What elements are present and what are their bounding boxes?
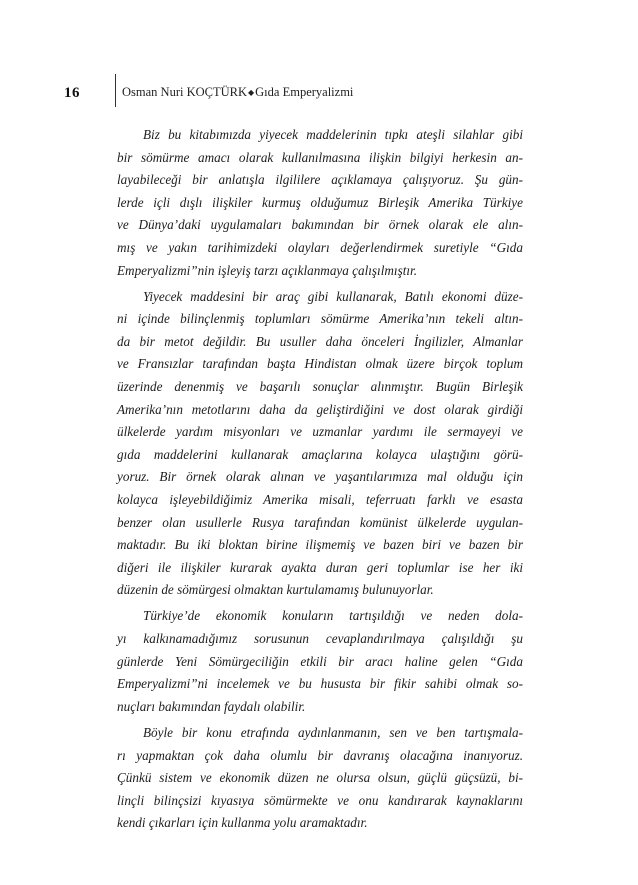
text-line: da bir metot değildir. Bu usuller daha önceleri İngilizler, Almanlar bbox=[117, 333, 523, 349]
text-line: düzenin de sömürgesi olmaktan kurtulamamış bulunuyorlar. bbox=[117, 582, 434, 598]
text-line: mış ve yakın tarihimizdeki olayları değerlendirmek suretiyle “Gıda bbox=[117, 239, 523, 255]
paragraph bbox=[117, 722, 523, 835]
text-line: diğeri ile ilişkiler kurarak ayakta duran geri toplumlar ise her iki bbox=[117, 559, 523, 575]
text-line: günlerde Yeni Sömürgeciliğin etkili bir aracı haline gelen “Gıda bbox=[117, 653, 523, 669]
text-line: Çünkü sistem ve ekonomik düzen ne olursa olsun, güçlü güçsüzü, bi- bbox=[117, 770, 523, 786]
text-line: linçli bilinçsizi kıyasıya sömürmekte ve onu kandırarak kaynaklarını bbox=[117, 792, 523, 808]
text-line: kendi çıkarları için kullanma yolu aramaktadır. bbox=[117, 815, 368, 831]
text-line: nuçları bakımından faydalı olabilir. bbox=[117, 698, 306, 714]
text-line: ülkelerde yardım misyonları ve uzmanlar yardımı ile sermayeyi ve bbox=[117, 424, 523, 440]
text-line: rı yapmaktan çok daha olumlu bir davranış olacağına inanıyoruz. bbox=[117, 747, 523, 763]
paragraph bbox=[117, 124, 523, 282]
text-line: Böyle bir konu etrafında aydınlanmanın, sen ve ben tartışmala- bbox=[143, 724, 523, 740]
page-number: 16 bbox=[64, 85, 80, 101]
text-line: yı kalkınamadığımız sorusunun cevaplandırılmaya çalışıldığı şu bbox=[117, 631, 523, 647]
author-name: Osman Nuri KOÇTÜRK bbox=[122, 85, 247, 99]
text-line: benzer olan usullerle Rusya tarafından komünist ülkelerde uygulan- bbox=[117, 514, 523, 530]
text-line: yoruz. Bir örnek olarak alınan ve yaşantılarımıza mal olduğu için bbox=[117, 469, 523, 485]
text-line: ve Fransızlar tarafından başta Hindistan olmak üzere birçok toplum bbox=[117, 356, 523, 372]
text-line: gıda maddelerini kullanarak amaçlarına kolayca ulaştığını görü- bbox=[117, 446, 523, 462]
text-line: Emperyalizmi”ni incelemek ve bu hususta bir fikir sahibi olmak so- bbox=[117, 676, 523, 692]
header-divider bbox=[115, 74, 116, 107]
text-line: maktadır. Bu iki bloktan birine ilişmemiş ve bazen biri ve bazen bir bbox=[117, 537, 523, 553]
running-head bbox=[122, 85, 353, 100]
text-line: ve Dünya’daki uygulamaları bakımından bir örnek olarak ele alın- bbox=[117, 217, 523, 233]
text-line: bir sömürme amacı olarak kullanılmasına ilişkin bilgiyi herkesin an- bbox=[117, 149, 523, 165]
text-line: Türkiye’de ekonomik konuların tartışıldığı ve neden dola- bbox=[143, 608, 523, 624]
book-title: Gıda Emperyalizmi bbox=[255, 85, 354, 99]
text-line: Emperyalizmi”nin işleyiş tarzı açıklanmaya çalışılmıştır. bbox=[117, 262, 418, 278]
separator-diamond-icon: ◆ bbox=[248, 88, 255, 97]
text-line: Amerika’nın metotlarını daha da geliştirdiğini ve dost olarak girdiği bbox=[117, 401, 523, 417]
text-line: Biz bu kitabımızda yiyecek maddelerinin tıpkı ateşli silahlar gibi bbox=[143, 127, 523, 142]
paragraph bbox=[117, 286, 523, 602]
text-line: Yiyecek maddesini bir araç gibi kullanarak, Batılı ekonomi düze- bbox=[143, 288, 523, 304]
body-text bbox=[117, 124, 523, 835]
paragraph bbox=[117, 605, 523, 718]
page-header bbox=[0, 0, 638, 110]
text-line: ni içinde bilinçlenmiş toplumları sömürme Amerika’nın tekeli altın- bbox=[117, 311, 523, 327]
text-line: kolayca işleyebildiğimiz Amerika misali, teferruatı farklı ve esasta bbox=[117, 492, 523, 507]
text-line: üzerinde denenmiş ve başarılı sonuçlar alınmıştır. Bugün Birleşik bbox=[117, 379, 523, 395]
text-line: layabileceği bir anlatışla ilgililere açıklamaya çalışıyoruz. Şu gün- bbox=[117, 172, 523, 188]
text-line: lerde içli dışlı ilişkiler kurmuş olduğumuz Birleşik Amerika Türkiye bbox=[117, 194, 523, 210]
